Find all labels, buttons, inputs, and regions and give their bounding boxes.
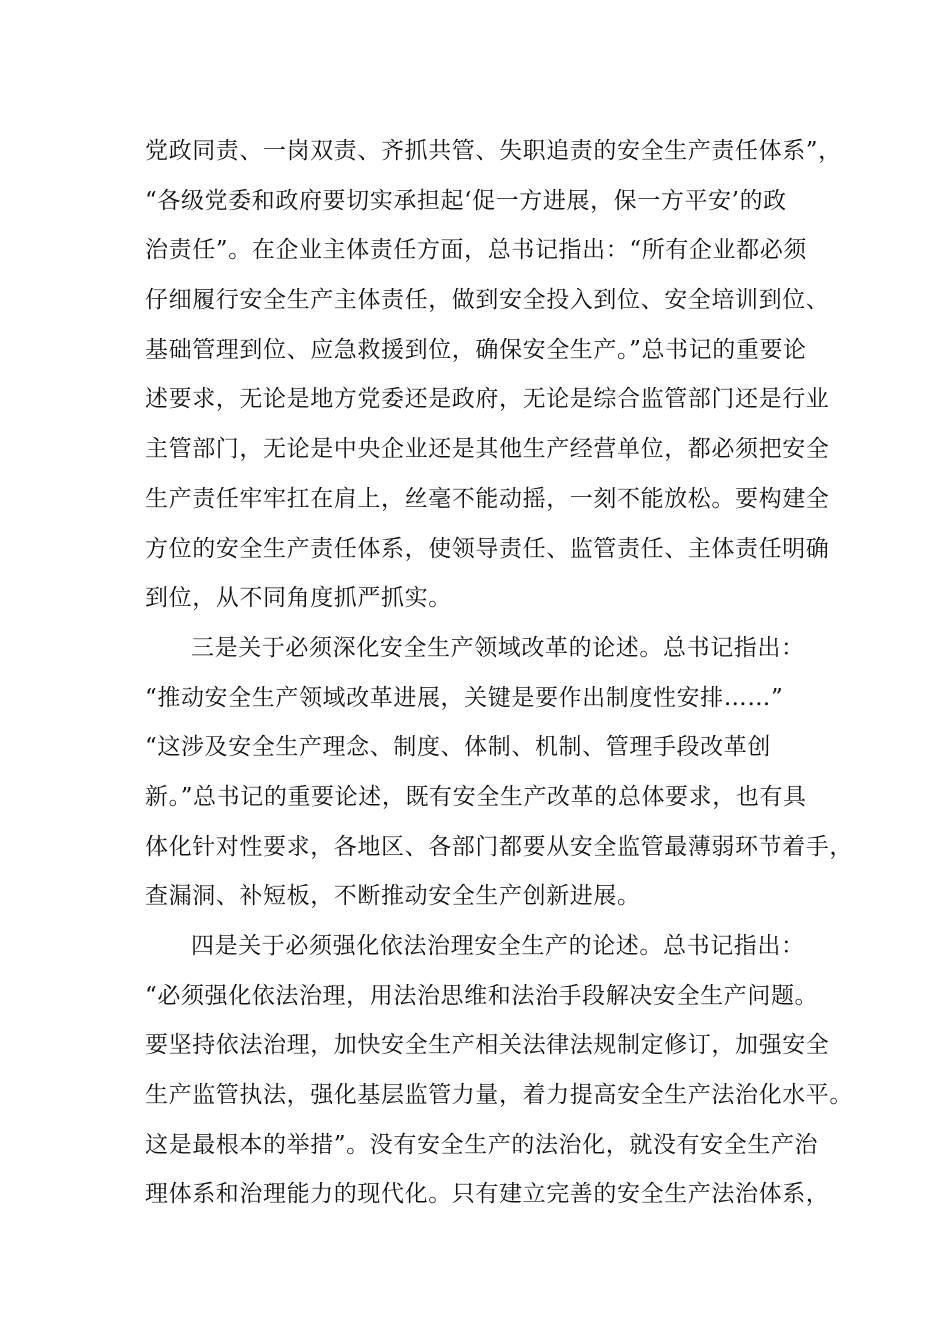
text-line: 治责任”。在企业主体责任方面，总书记指出：“所有企业都必须: [145, 237, 807, 264]
text-line: 要坚持依法治理，加快安全生产相关法律法规制定修订，加强安全: [145, 1032, 830, 1059]
text-line: 主管部门，无论是中央企业还是其他生产经营单位，都必须把安全: [145, 436, 830, 463]
text-line: 体化针对性要求，各地区、各部门都要从安全监管最薄弱环节着手，: [145, 833, 853, 860]
text-line: 述要求，无论是地方党委还是政府，无论是综合监管部门还是行业: [145, 386, 830, 413]
text-line: 生产责任牢牢扛在肩上，丝毫不能动摇，一刻不能放松。要构建全: [145, 485, 830, 512]
paragraph-start-line: 三是关于必须深化安全生产领域改革的论述。总书记指出：: [191, 634, 805, 661]
text-line: 党政同责、一岗双责、齐抓共管、失职追责的安全生产责任体系”，: [145, 138, 842, 164]
text-line: 理体系和治理能力的现代化。只有建立完善的安全生产法治体系，: [145, 1181, 830, 1208]
text-line: “推动安全生产领域改革进展，关键是要作出制度性安排……”: [145, 684, 784, 711]
text-line: 生产监管执法，强化基层监管力量，着力提高安全生产法治化水平。: [145, 1082, 853, 1109]
text-line: 基础管理到位、应急救援到位，确保安全生产。”总书记的重要论: [145, 336, 807, 363]
text-line: “各级党委和政府要切实承担起‘促一方进展，保一方平安’的政: [145, 187, 787, 214]
text-line: “必须强化依法治理，用法治思维和法治手段解决安全生产问题。: [145, 982, 819, 1009]
text-line: 方位的安全生产责任体系，使领导责任、监管责任、主体责任明确: [145, 535, 830, 562]
body-text: [145, 127, 853, 1220]
text-line: 到位，从不同角度抓严抓实。: [145, 585, 452, 612]
text-line: 查漏洞、补短板，不断推动安全生产创新进展。: [145, 883, 641, 910]
text-line: 仔细履行安全生产主体责任，做到安全投入到位、安全培训到位、: [145, 287, 830, 314]
paragraph-start-line: 四是关于必须强化依法治理安全生产的论述。总书记指出：: [191, 933, 805, 959]
text-line: 新。”总书记的重要论述，既有安全生产改革的总体要求，也有具: [145, 783, 807, 810]
text-line: 这是最根本的举措”。没有安全生产的法治化，就没有安全生产治: [145, 1131, 819, 1158]
text-line: “这涉及安全生产理念、制度、体制、机制、管理手段改革创: [145, 734, 771, 761]
